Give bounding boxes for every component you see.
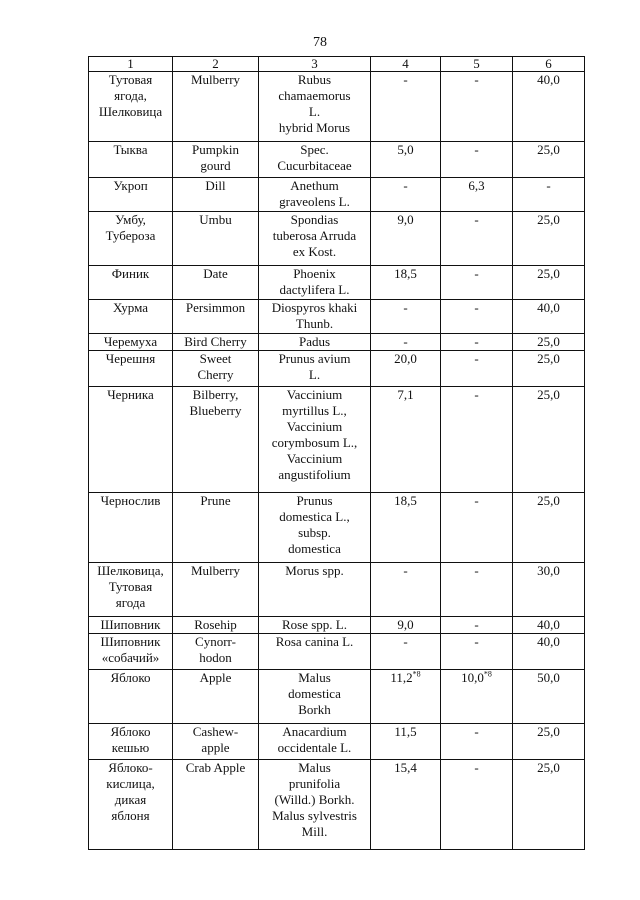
latin-name-cell	[259, 387, 371, 493]
column-6-value-cell-text: 25,0	[537, 142, 560, 157]
column-4-value-cell-text: -	[403, 72, 408, 87]
column-5-value-cell-text: -	[474, 212, 479, 227]
column-header-2: 2	[173, 57, 259, 72]
column-5-value-cell-text: -	[474, 300, 479, 315]
column-6-value-cell-text: 30,0	[537, 563, 560, 578]
column-6-value-cell-text: 50,0	[537, 670, 560, 685]
latin-name-cell	[259, 351, 371, 387]
russian-name-cell-text: Шелковица, Тутовая ягода	[97, 563, 164, 610]
table-body	[89, 72, 585, 850]
column-header-5: 5	[441, 57, 513, 72]
column-5-value-cell-text: -	[474, 760, 479, 775]
column-5-value-cell	[441, 724, 513, 760]
english-name-cell	[173, 670, 259, 724]
column-6-value-cell-text: 25,0	[537, 724, 560, 739]
english-name-cell	[173, 300, 259, 334]
russian-name-cell-text: Черемуха	[103, 334, 158, 349]
column-5-value-cell-text: -	[474, 334, 479, 349]
russian-name-cell-text: Черешня	[105, 351, 156, 366]
russian-name-cell-text: Яблоко	[110, 670, 151, 685]
russian-name-cell	[89, 387, 173, 493]
russian-name-cell	[89, 760, 173, 850]
russian-name-cell-text: Шиповник	[100, 617, 161, 632]
column-5-value-cell	[441, 493, 513, 563]
english-name-cell-text: Mulberry	[190, 72, 241, 87]
column-5-value-cell-text: -	[474, 634, 479, 649]
table-row	[89, 334, 585, 351]
column-6-value-cell	[513, 72, 585, 142]
latin-name-cell-text: Vaccinium myrtillus L., Vaccinium corymbosum L., Vaccinium angustifolium	[271, 387, 358, 482]
column-4-value-cell	[371, 760, 441, 850]
column-5-value-cell-text: -	[474, 142, 479, 157]
column-5-value-cell-text: -	[474, 72, 479, 87]
russian-name-cell-text: Умбу, Тубероза	[105, 212, 156, 243]
russian-name-cell-text: Чернослив	[100, 493, 161, 508]
column-6-value-cell	[513, 212, 585, 266]
column-6-value-cell	[513, 670, 585, 724]
column-4-value-cell-text: 7,1	[397, 387, 414, 402]
russian-name-cell-text: Тыква	[113, 142, 148, 157]
latin-name-cell-text: Prunus domestica L., subsp. domestica	[279, 493, 350, 556]
column-4-value-cell-text: 20,0	[394, 351, 417, 366]
column-4-value-cell	[371, 634, 441, 670]
table-row	[89, 387, 585, 493]
latin-name-cell-text: Anacardium occidentale L.	[277, 724, 352, 755]
page-number: 78	[313, 35, 327, 50]
table-row	[89, 760, 585, 850]
header-row	[89, 57, 585, 72]
russian-name-cell-text: Шиповник «собачий»	[100, 634, 161, 665]
column-6-value-cell-text: 25,0	[537, 493, 560, 508]
latin-name-cell-text: Phoenix dactylifera L.	[279, 266, 350, 297]
table-row	[89, 300, 585, 334]
latin-name-cell	[259, 334, 371, 351]
column-4-value-cell-text: 9,0	[397, 212, 414, 227]
column-4-value-cell	[371, 142, 441, 178]
column-4-value-cell-text: 5,0	[397, 142, 414, 157]
latin-name-cell	[259, 617, 371, 634]
column-header-3: 3	[259, 57, 371, 72]
column-4-value-cell	[371, 563, 441, 617]
english-name-cell	[173, 634, 259, 670]
column-4-value-cell	[371, 493, 441, 563]
column-5-value-cell-text: -	[474, 351, 479, 366]
russian-name-cell-text: Хурма	[113, 300, 148, 315]
english-name-cell-text: Date	[203, 266, 228, 281]
russian-name-cell	[89, 493, 173, 563]
column-5-value-cell	[441, 387, 513, 493]
latin-name-cell	[259, 670, 371, 724]
column-5-value-cell	[441, 634, 513, 670]
column-6-value-cell-text: 40,0	[537, 72, 560, 87]
column-6-value-cell	[513, 617, 585, 634]
latin-name-cell	[259, 634, 371, 670]
column-6-value-cell	[513, 334, 585, 351]
column-4-value-cell	[371, 72, 441, 142]
russian-name-cell-text: Яблоко кешью	[110, 724, 151, 755]
data-table	[88, 56, 585, 850]
footnote-marker: *8	[412, 669, 421, 679]
column-4-value-cell	[371, 351, 441, 387]
column-6-value-cell	[513, 300, 585, 334]
russian-name-cell	[89, 563, 173, 617]
russian-name-cell	[89, 266, 173, 300]
russian-name-cell	[89, 334, 173, 351]
column-5-value-cell	[441, 563, 513, 617]
column-4-value-cell-text: 18,5	[394, 493, 417, 508]
english-name-cell	[173, 387, 259, 493]
latin-name-cell	[259, 724, 371, 760]
column-6-value-cell-text: 25,0	[537, 212, 560, 227]
russian-name-cell	[89, 634, 173, 670]
column-6-value-cell	[513, 563, 585, 617]
column-5-value-cell-text: -	[474, 724, 479, 739]
english-name-cell	[173, 724, 259, 760]
column-4-value-cell	[371, 617, 441, 634]
column-4-value-cell-text: -	[403, 178, 408, 193]
table-row	[89, 634, 585, 670]
column-5-value-cell	[441, 72, 513, 142]
column-6-value-cell	[513, 493, 585, 563]
column-4-value-cell-text: 18,5	[394, 266, 417, 281]
column-6-value-cell-text: 25,0	[537, 266, 560, 281]
latin-name-cell-text: Rosa canina L.	[275, 634, 354, 649]
russian-name-cell-text: Яблоко- кислица, дикая яблоня	[106, 760, 155, 823]
column-6-value-cell-text: 25,0	[537, 760, 560, 775]
column-6-value-cell	[513, 760, 585, 850]
english-name-cell	[173, 142, 259, 178]
latin-name-cell-text: Spec. Cucurbitaceae	[277, 142, 352, 173]
column-6-value-cell	[513, 724, 585, 760]
column-6-value-cell-text: 40,0	[537, 634, 560, 649]
latin-name-cell	[259, 178, 371, 212]
latin-name-cell	[259, 760, 371, 850]
latin-name-cell	[259, 142, 371, 178]
latin-name-cell	[259, 212, 371, 266]
english-name-cell-text: Bird Cherry	[184, 334, 247, 349]
column-6-value-cell-text: 40,0	[537, 617, 560, 632]
column-5-value-cell-text: -	[474, 617, 479, 632]
column-5-value-cell	[441, 300, 513, 334]
column-5-value-cell	[441, 178, 513, 212]
column-5-value-cell	[441, 760, 513, 850]
column-5-value-cell	[441, 212, 513, 266]
column-6-value-cell-text: 40,0	[537, 300, 560, 315]
russian-name-cell	[89, 724, 173, 760]
latin-name-cell	[259, 563, 371, 617]
column-4-value-cell-text: -	[403, 334, 408, 349]
latin-name-cell	[259, 72, 371, 142]
table-row	[89, 670, 585, 724]
table-row	[89, 178, 585, 212]
english-name-cell-text: Apple	[199, 670, 232, 685]
table-row	[89, 563, 585, 617]
english-name-cell-text: Sweet Cherry	[197, 351, 234, 382]
column-4-value-cell	[371, 670, 441, 724]
column-4-value-cell	[371, 178, 441, 212]
russian-name-cell	[89, 670, 173, 724]
english-name-cell	[173, 351, 259, 387]
english-name-cell-text: Dill	[205, 178, 226, 193]
column-6-value-cell	[513, 266, 585, 300]
table-row	[89, 493, 585, 563]
table-row	[89, 351, 585, 387]
english-name-cell	[173, 334, 259, 351]
column-5-value-cell-text: -	[474, 563, 479, 578]
column-6-value-cell	[513, 142, 585, 178]
latin-name-cell-text: Malus domestica Borkh	[288, 670, 341, 717]
table-row	[89, 724, 585, 760]
russian-name-cell	[89, 178, 173, 212]
russian-name-cell	[89, 617, 173, 634]
english-name-cell-text: Pumpkin gourd	[192, 142, 239, 173]
table-row	[89, 212, 585, 266]
table-row	[89, 266, 585, 300]
latin-name-cell-text: Diospyros khaki Thunb.	[271, 300, 358, 331]
english-name-cell	[173, 212, 259, 266]
column-5-value-cell	[441, 670, 513, 724]
russian-name-cell	[89, 212, 173, 266]
english-name-cell	[173, 266, 259, 300]
column-5-value-cell	[441, 617, 513, 634]
column-4-value-cell-text: -	[403, 300, 408, 315]
english-name-cell-text: Bilberry, Blueberry	[189, 387, 242, 418]
english-name-cell-text: Persimmon	[185, 300, 246, 315]
column-header-6: 6	[513, 57, 585, 72]
russian-name-cell	[89, 72, 173, 142]
russian-name-cell-text: Укроп	[113, 178, 148, 193]
column-5-value-cell-text: -	[474, 266, 479, 281]
latin-name-cell	[259, 300, 371, 334]
english-name-cell-text: Umbu	[199, 212, 232, 227]
russian-name-cell	[89, 300, 173, 334]
english-name-cell-text: Prune	[200, 493, 231, 508]
column-5-value-cell-text: -	[474, 493, 479, 508]
column-4-value-cell	[371, 334, 441, 351]
column-6-value-cell-text: 25,0	[537, 351, 560, 366]
column-6-value-cell	[513, 634, 585, 670]
column-4-value-cell-text: -	[403, 634, 408, 649]
table-row	[89, 142, 585, 178]
english-name-cell-text: Crab Apple	[185, 760, 246, 775]
column-6-value-cell-text: 25,0	[537, 387, 560, 402]
column-6-value-cell-text: 25,0	[537, 334, 560, 349]
russian-name-cell	[89, 142, 173, 178]
english-name-cell	[173, 493, 259, 563]
table-row	[89, 617, 585, 634]
column-4-value-cell	[371, 300, 441, 334]
column-5-value-cell	[441, 334, 513, 351]
latin-name-cell-text: Rose spp. L.	[282, 617, 347, 632]
latin-name-cell	[259, 493, 371, 563]
column-5-value-cell-text: 6,3	[468, 178, 485, 193]
russian-name-cell-text: Тутовая ягода, Шелковица	[98, 72, 163, 119]
column-6-value-cell	[513, 387, 585, 493]
russian-name-cell	[89, 351, 173, 387]
latin-name-cell-text: Malus prunifolia (Willd.) Borkh. Malus sylvestris Mill.	[272, 760, 357, 839]
column-4-value-cell	[371, 724, 441, 760]
column-6-value-cell-text: -	[546, 178, 551, 193]
column-5-value-cell	[441, 266, 513, 300]
column-4-value-cell-text: 15,4	[394, 760, 417, 775]
column-4-value-cell	[371, 212, 441, 266]
footnote-marker: *8	[483, 669, 492, 679]
column-header-1: 1	[89, 57, 173, 72]
column-4-value-cell-text: 9,0	[397, 617, 414, 632]
english-name-cell-text: Cynorr- hodon	[195, 634, 236, 665]
column-5-value-cell-text: -	[474, 387, 479, 402]
column-4-value-cell-text: -	[403, 563, 408, 578]
latin-name-cell-text: Spondias tuberosa Arruda ex Kost.	[272, 212, 357, 259]
column-6-value-cell	[513, 178, 585, 212]
english-name-cell	[173, 563, 259, 617]
english-name-cell	[173, 760, 259, 850]
column-4-value-cell	[371, 266, 441, 300]
column-4-value-cell	[371, 387, 441, 493]
column-4-value-cell-text: 11,2	[390, 670, 413, 685]
english-name-cell-text: Cashew- apple	[192, 724, 239, 755]
latin-name-cell-text: Prunus avium L.	[278, 351, 351, 382]
english-name-cell	[173, 617, 259, 634]
english-name-cell	[173, 178, 259, 212]
column-5-value-cell	[441, 351, 513, 387]
latin-name-cell	[259, 266, 371, 300]
column-5-value-cell-text: 10,0	[461, 670, 484, 685]
latin-name-cell-text: Anethum graveolens L.	[279, 178, 350, 209]
column-header-4: 4	[371, 57, 441, 72]
russian-name-cell-text: Черника	[107, 387, 154, 402]
english-name-cell	[173, 72, 259, 142]
latin-name-cell-text: Rubus chamaemorus L. hybrid Morus	[278, 72, 351, 135]
latin-name-cell-text: Morus spp.	[285, 563, 344, 578]
column-6-value-cell	[513, 351, 585, 387]
column-4-value-cell-text: 11,5	[394, 724, 417, 739]
english-name-cell-text: Rosehip	[194, 617, 237, 632]
column-5-value-cell	[441, 142, 513, 178]
table-row	[89, 72, 585, 142]
latin-name-cell-text: Padus	[298, 334, 331, 349]
russian-name-cell-text: Финик	[111, 266, 150, 281]
english-name-cell-text: Mulberry	[190, 563, 241, 578]
